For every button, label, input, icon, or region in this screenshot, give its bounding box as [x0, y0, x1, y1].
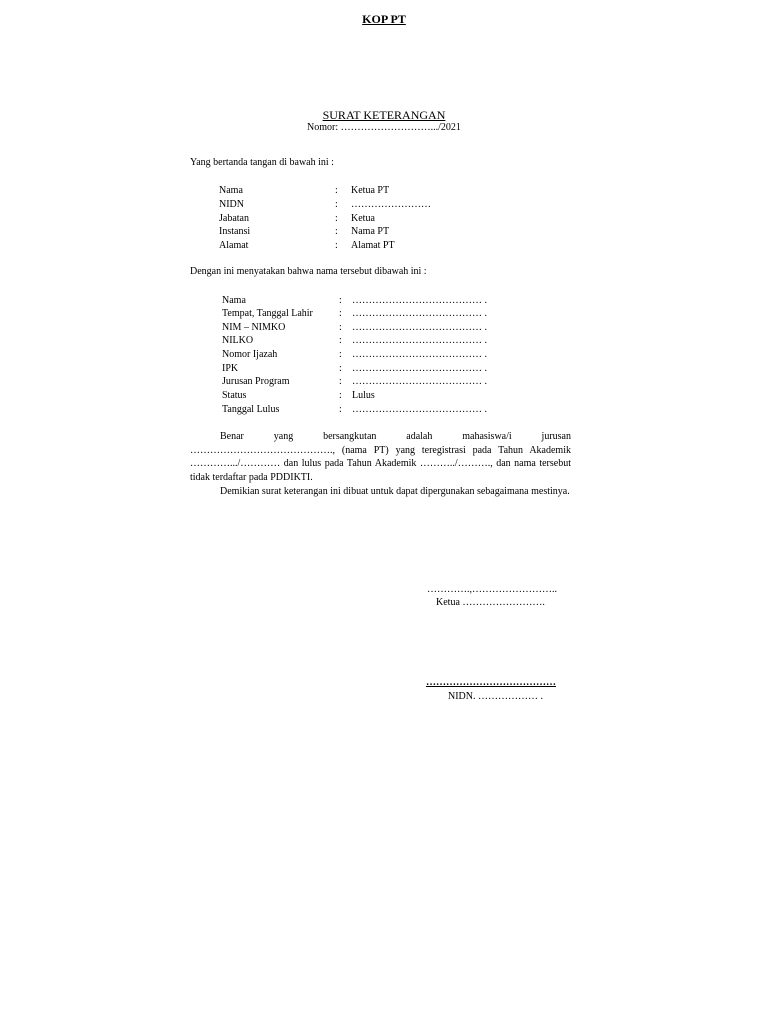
field-label: Status — [222, 390, 247, 401]
field-colon: : — [339, 376, 342, 387]
field-colon: : — [335, 226, 338, 237]
intro-text: Yang bertanda tangan di bawah ini : — [190, 157, 334, 168]
field-label: NIDN — [219, 199, 244, 210]
student-row — [222, 321, 512, 335]
field-label: NIM – NIMKO — [222, 322, 286, 333]
signer-row — [219, 239, 459, 253]
letterhead-title: KOP PT — [362, 12, 406, 26]
field-colon: : — [339, 295, 342, 306]
field-colon: : — [339, 322, 342, 333]
student-row — [222, 307, 512, 321]
field-label: IPK — [222, 363, 239, 374]
student-row — [222, 375, 512, 389]
signer-position: Ketua ……………………. — [436, 597, 545, 608]
student-row — [222, 389, 512, 403]
field-label: Tanggal Lulus — [222, 404, 280, 415]
field-label: NILKO — [222, 335, 254, 346]
field-value: ………………………………… . — [352, 404, 487, 415]
field-colon: : — [335, 240, 338, 251]
field-label: Nama — [222, 295, 246, 306]
field-label: Nama — [219, 185, 243, 196]
letter-title: SURAT KETERANGAN — [322, 108, 446, 122]
field-colon: : — [339, 349, 342, 360]
student-row — [222, 403, 512, 417]
field-colon: : — [335, 185, 338, 196]
student-row — [222, 348, 512, 362]
field-colon: : — [339, 335, 342, 346]
body-paragraph: Benar yang bersangkutan adalah mahasiswa/i jurusan ……………………………………., (nama PT) yang teregistrasi pada Tahun Akademik ………….../………… dan lulus pada Tahun Akademik ………../………., dan nama tersebut tidak terdaftar pada PDDIKTI. — [190, 431, 571, 483]
field-value: Alamat PT — [351, 240, 395, 251]
signer-row — [219, 212, 459, 226]
field-label: Tempat, Tanggal Lahir — [222, 308, 313, 319]
signer-nidn: NIDN. ……………… . — [448, 691, 543, 702]
field-value: ………………………………… . — [352, 322, 487, 333]
signer-row — [219, 198, 459, 212]
student-row — [222, 362, 512, 376]
field-value: ………………………………… . — [352, 349, 487, 360]
field-label: Jabatan — [219, 213, 249, 224]
field-colon: : — [335, 213, 338, 224]
signer-row — [219, 225, 459, 239]
student-row — [222, 294, 512, 308]
field-label: Nomor Ijazah — [222, 349, 278, 360]
field-value: ………………………………… . — [352, 335, 487, 346]
closing-paragraph: Demikian surat keterangan ini dibuat untuk dapat dipergunakan sebagaimana mestinya. — [220, 486, 570, 497]
statement-text: Dengan ini menyatakan bahwa nama tersebut dibawah ini : — [190, 266, 427, 277]
field-colon: : — [339, 308, 342, 319]
field-label: Jurusan Program — [222, 376, 290, 387]
signer-name-line: ………………………………… — [426, 677, 556, 688]
field-colon: : — [339, 404, 342, 415]
letter-number: Nomor: ……………………….../2021 — [307, 122, 461, 133]
field-value: ………………………………… . — [352, 308, 487, 319]
student-row — [222, 334, 512, 348]
field-label: Instansi — [219, 226, 251, 237]
field-label: Alamat — [219, 240, 249, 251]
signer-row — [219, 184, 459, 198]
field-value: Nama PT — [351, 226, 390, 237]
field-colon: : — [335, 199, 338, 210]
field-value: ………………………………… . — [352, 363, 487, 374]
place-date: ………….,…………………….. — [427, 584, 557, 595]
field-colon: : — [339, 390, 342, 401]
field-value: Ketua — [351, 213, 375, 224]
field-colon: : — [339, 363, 342, 374]
field-value: ………………………………… . — [352, 295, 487, 306]
field-value: Lulus — [352, 390, 375, 401]
field-value: ………………………………… . — [352, 376, 487, 387]
field-value: Ketua PT — [351, 185, 390, 196]
field-value: …………………… — [351, 199, 431, 210]
